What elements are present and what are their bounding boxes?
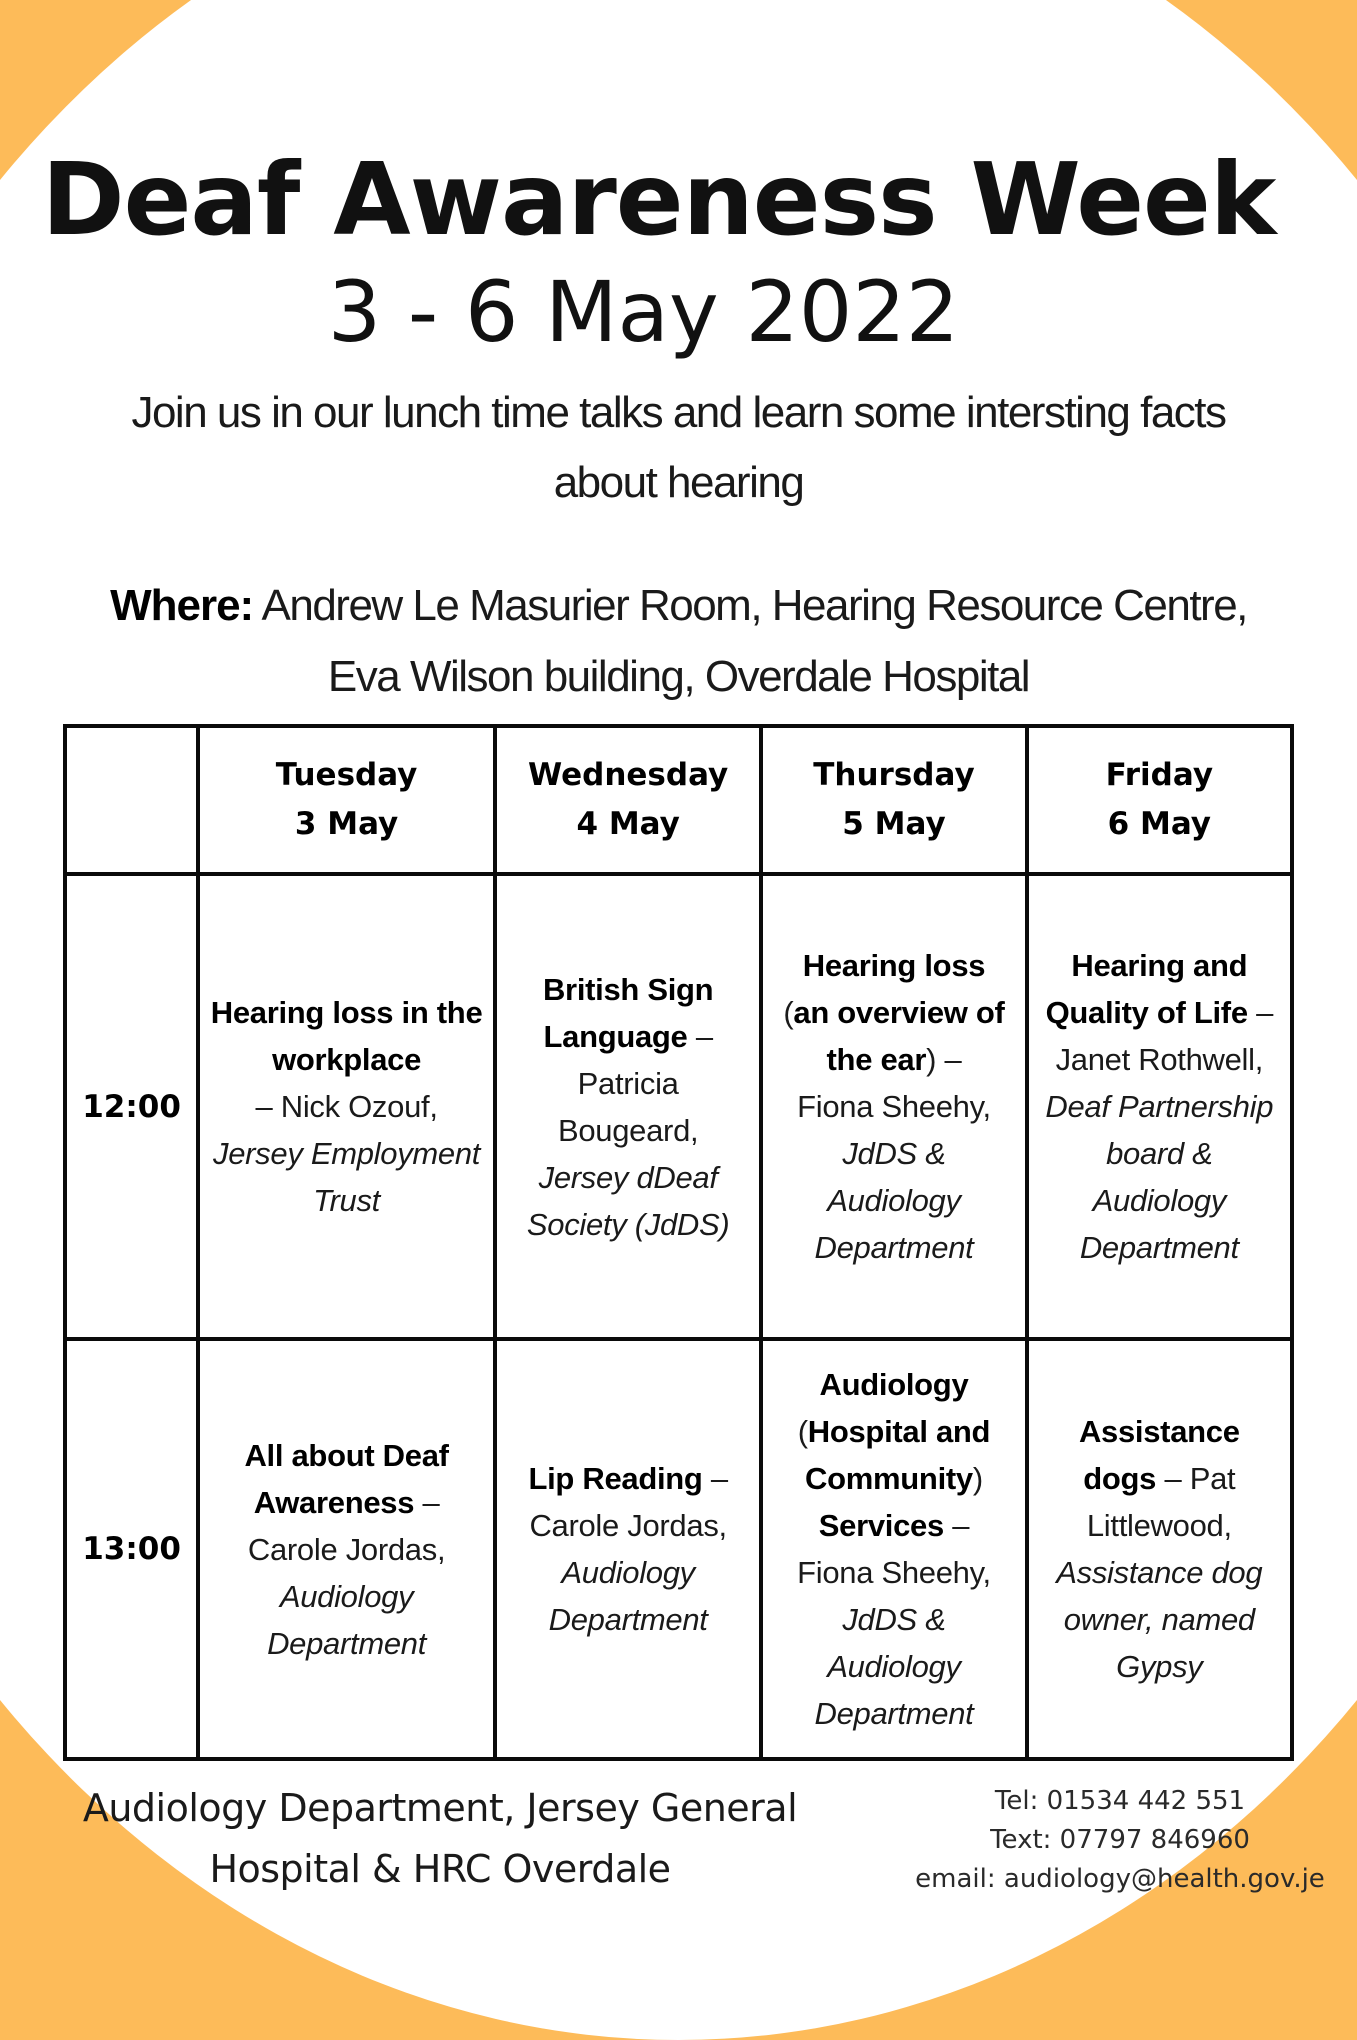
- session-title: Hearing and Quality of Life: [1045, 948, 1248, 1030]
- session-speaker: Pat Littlewood,: [1086, 1461, 1236, 1543]
- session-cell: Audiology (Hospital and Community) Services – Fiona Sheehy, JdDS & Audiology Department: [761, 1339, 1026, 1759]
- session-cell: Hearing loss (an overview of the ear) – Fiona Sheehy, JdDS & Audiology Department: [761, 874, 1026, 1339]
- session-title: Hearing loss in the workplace: [210, 995, 483, 1077]
- session-org: Jersey Employment Trust: [213, 1136, 481, 1218]
- location-line-1: [40, 570, 1317, 641]
- intro-text: [60, 378, 1297, 518]
- session-speaker: Janet Rothwell,: [1055, 1042, 1264, 1077]
- schedule-row-1200: [65, 874, 1292, 1339]
- page-title: Deaf Awareness Week: [41, 141, 1276, 258]
- day-header-tuesday: Tuesday 3 May: [198, 726, 495, 874]
- schedule-header-row: [65, 726, 1292, 874]
- session-speaker: Nick Ozouf,: [280, 1089, 438, 1124]
- time-label: 12:00: [65, 874, 198, 1339]
- location-line-2: Eva Wilson building, Overdale Hospital: [327, 652, 1030, 701]
- intro-line-2: about hearing: [553, 458, 804, 507]
- location-label: Where:: [110, 581, 254, 630]
- session-org: Jersey dDeaf Society (JdDS): [526, 1159, 730, 1242]
- session-org: Audiology Department: [548, 1555, 708, 1637]
- intro-line-1: Join us in our lunch time talks and learn some intersting facts: [131, 388, 1226, 437]
- session-title: Audiology: [819, 1367, 969, 1402]
- session-title: British Sign Language: [542, 971, 714, 1054]
- contact-info: [880, 1782, 1357, 1899]
- organisation-line-1: Audiology Department, Jersey General: [82, 1786, 798, 1830]
- session-org: JdDS & Audiology Department: [814, 1602, 974, 1731]
- contact-telephone: Tel: 01534 442 551: [994, 1786, 1246, 1816]
- session-org: Deaf Partnership board & Audiology Department: [1045, 1089, 1274, 1265]
- session-title: Assistance dogs: [1078, 1414, 1240, 1496]
- location-address-1: Andrew Le Masurier Room, Hearing Resource Centre,: [261, 581, 1247, 630]
- event-dates: 3 - 6 May 2022: [327, 263, 960, 361]
- session-speaker: Fiona Sheehy,: [797, 1089, 991, 1124]
- contact-text: Text: 07797 846960: [990, 1825, 1250, 1855]
- time-header-cell: [65, 726, 198, 874]
- session-title: All about Deaf Awareness: [244, 1437, 449, 1520]
- contact-email[interactable]: email: audiology@health.gov.je: [915, 1864, 1325, 1894]
- session-org: JdDS & Audiology Department: [814, 1136, 974, 1265]
- session-cell: All about Deaf Awareness – Carole Jordas, Audiology Department: [198, 1339, 495, 1759]
- day-header-thursday: Thursday 5 May: [761, 726, 1026, 874]
- location-info: [40, 570, 1317, 712]
- session-org: Audiology Department: [267, 1578, 427, 1661]
- schedule-row-1300: [65, 1339, 1292, 1759]
- session-speaker: Patricia Bougeard,: [557, 1065, 699, 1148]
- session-org: Assistance dog owner, named Gypsy: [1056, 1555, 1263, 1684]
- session-cell: Assistance dogs – Pat Littlewood, Assistance dog owner, named Gypsy: [1027, 1339, 1292, 1759]
- day-header-wednesday: Wednesday 4 May: [495, 726, 761, 874]
- session-cell: Lip Reading – Carole Jordas, Audiology Department: [495, 1339, 761, 1759]
- session-title: Hearing loss: [802, 948, 986, 983]
- organisation-line-2: Hospital & HRC Overdale: [209, 1847, 671, 1891]
- session-speaker: Carole Jordas,: [247, 1531, 446, 1567]
- schedule-table: [63, 724, 1294, 1761]
- organisation-footer: [40, 1778, 840, 1900]
- session-cell: British Sign Language – Patricia Bougeard, Jersey dDeaf Society (JdDS): [495, 874, 761, 1339]
- session-speaker: Carole Jordas,: [529, 1508, 727, 1543]
- session-speaker: Fiona Sheehy,: [797, 1555, 991, 1590]
- session-cell: Hearing loss in the workplace – Nick Ozouf, Jersey Employment Trust: [198, 874, 495, 1339]
- time-label: 13:00: [65, 1339, 198, 1759]
- session-cell: Hearing and Quality of Life – Janet Rothwell, Deaf Partnership board & Audiology Department: [1027, 874, 1292, 1339]
- day-header-friday: Friday 6 May: [1027, 726, 1292, 874]
- session-title: Lip Reading: [528, 1461, 703, 1496]
